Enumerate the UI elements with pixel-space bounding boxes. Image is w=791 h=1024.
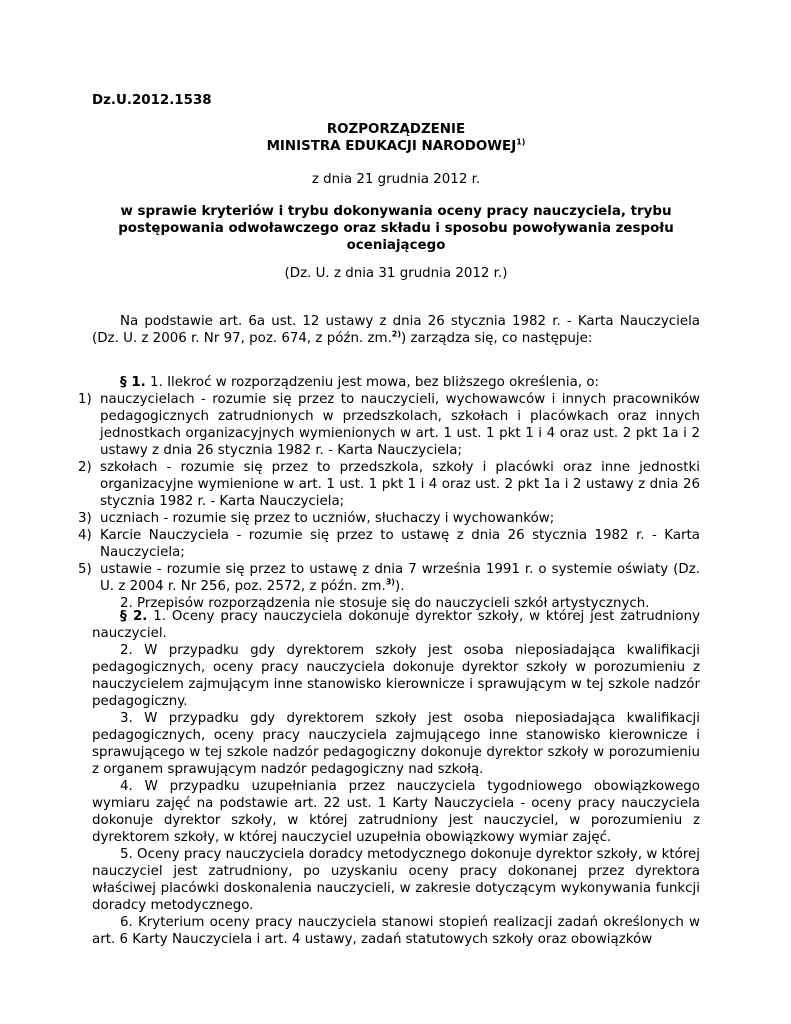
item-text: Karcie Nauczyciela - rozumie się przez to ustawę z dnia 26 stycznia 1982 r. - Karta Nauczyciela; — [100, 528, 700, 560]
item-number: 3) — [78, 511, 92, 526]
document-id: Dz.U.2012.1538 — [92, 93, 212, 108]
section-2-paragraph-6: 6. Kryterium oceny pracy nauczyciela stanowi stopień realizacji zadań określonych w art. 6 Karty Nauczyciela i art. 4 ustawy, zadań statutowych szkoły oraz obowiązków — [92, 915, 700, 947]
section-2-paragraph-4: 4. W przypadku uzupełniania przez nauczyciela tygodniowego obowiązkowego wymiaru zajęć na podstawie art. 22 ust. 1 Karty Nauczyciela - oceny pracy nauczyciela dokonuje dyrektor szkoły, w której zatrudniony jest nauczyciel, w porozumieniu z dyrektorem szkoły, w której nauczyciel uzupełnia obowiązkowy wymiar zajęć. — [92, 779, 700, 845]
section-1 — [78, 374, 700, 612]
publication-note: (Dz. U. z dnia 31 grudnia 2012 r.) — [284, 266, 508, 281]
title-line-1: ROZPORZĄDZENIE — [326, 122, 466, 137]
title-line-2 — [92, 138, 700, 155]
item-text-b: ). — [394, 579, 405, 594]
footnote-ref[interactable]: 1) — [516, 137, 526, 147]
legal-basis-paragraph — [92, 313, 700, 347]
subject-line-1: w sprawie kryteriów i trybu dokonywania oceny pracy nauczyciela, trybu — [120, 204, 672, 219]
item-text: szkołach - rozumie się przez to przedszkola, szkoły i placówki oraz inne jednostki organizacyjne wymienione w art. 1 ust. 1 pkt 1 i 4 oraz ust. 2 pkt 1a i 2 ustawy z dnia 26 stycznia 1982 r. - Karta Nauczyciela; — [100, 460, 700, 509]
section-2-paragraph-2: 2. W przypadku gdy dyrektorem szkoły jest osoba nieposiadająca kwalifikacji pedagogicznych, oceny pracy nauczyciela dokonuje dyrektor szkoły w porozumieniu z nauczycielem zajmującym inne stanowisko kierownicze i sprawującym w tej szkole nadzór pedagogiczny. — [92, 643, 700, 709]
item-text: nauczycielach - rozumie się przez to nauczycieli, wychowawców i innych pracowników pedagogicznych zatrudnionych w przedszkolach, szkołach i placówkach oraz innych jednostkach organizacyjnych wymienionych w art. 1 ust. 1 pkt 1 i 4 oraz ust. 2 pkt 1a i 2 ustawy z dnia 26 stycznia 1982 r. - Karta Nauczyciela; — [100, 392, 700, 458]
intro-text-a: Na podstawie art. 6a ust. 12 ustawy z dnia 26 stycznia 1982 r. - Karta Nauczyciela (Dz. U. z 2006 r. Nr 97, poz. 674, z późn. zm. — [92, 314, 700, 346]
section-2-p1-text: 1. Oceny pracy nauczyciela dokonuje dyrektor szkoły, w której jest zatrudniony nauczyciel. — [92, 609, 700, 641]
section-2-paragraph-1 — [92, 608, 700, 642]
subject-heading — [92, 203, 700, 254]
section-2 — [92, 608, 700, 948]
item-text-a: ustawie - rozumie się przez to ustawę z dnia 7 września 1991 r. o systemie oświaty (Dz. U. z 2004 r. Nr 256, poz. 2572, z późn. zm. — [100, 562, 700, 594]
footnote-ref[interactable]: 3) — [385, 577, 395, 587]
item-text: uczniach - rozumie się przez to uczniów, słuchaczy i wychowanków; — [100, 511, 555, 526]
list-item — [78, 561, 700, 595]
list-item — [78, 527, 700, 561]
section-2-paragraph-3: 3. W przypadku gdy dyrektorem szkoły jest osoba nieposiadająca kwalifikacji pedagogicznych, oceny pracy nauczyciela zajmującego inne stanowisko kierownicze i sprawującego w tej szkole nadzór pedagogiczny dokonuje dyrektor szkoły w porozumieniu z organem sprawującym nadzór pedagogiczny nad szkołą. — [92, 711, 700, 777]
item-number: 4) — [78, 528, 92, 543]
section-1-p1-text: 1. Ilekroć w rozporządzeniu jest mowa, bez bliższego określenia, o: — [150, 375, 600, 390]
subject-line-3: oceniającego — [346, 238, 446, 253]
item-number: 5) — [78, 562, 92, 577]
list-item — [78, 391, 700, 459]
section-1-paragraph-1 — [92, 374, 700, 391]
intro-text-b: ) zarządza się, co następuje: — [401, 331, 593, 346]
section-2-paragraph-5: 5. Oceny pracy nauczyciela doradcy metodycznego dokonuje dyrektor szkoły, w której nauczyciel jest zatrudniony, po uzyskaniu oceny pracy dokonanej przez dyrektora właściwej placówki doskonalenia nauczycieli, w zakresie dotyczącym wykonywania funkcji doradcy metodycznego. — [92, 847, 700, 913]
item-text — [100, 561, 700, 595]
list-item — [78, 459, 700, 510]
subject-line-2: postępowania odwoławczego oraz składu i sposobu powoływania zespołu — [118, 221, 674, 236]
definitions-list — [78, 391, 700, 595]
section-mark: § 1. — [120, 375, 146, 390]
section-1-paragraph-2: 2. Przepisów rozporządzenia nie stosuje się do nauczycieli szkół artystycznych. — [120, 596, 650, 611]
issue-date: z dnia 21 grudnia 2012 r. — [311, 172, 481, 187]
item-number: 2) — [78, 460, 92, 475]
section-mark: § 2. — [120, 609, 148, 624]
title-line-2-text: MINISTRA EDUKACJI NARODOWEJ — [266, 139, 517, 154]
list-item — [78, 510, 700, 527]
footnote-ref[interactable]: 2) — [391, 329, 402, 339]
item-number: 1) — [78, 392, 92, 407]
